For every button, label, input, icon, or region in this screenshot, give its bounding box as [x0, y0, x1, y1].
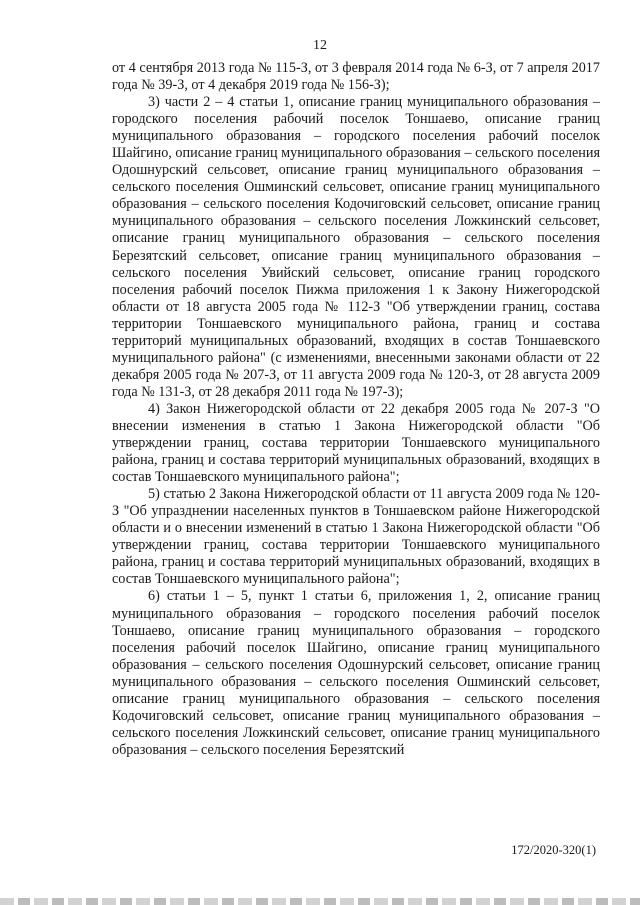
page-number: 12	[313, 38, 327, 53]
paragraph-continuation: от 4 сентября 2013 года № 115-З, от 3 февраля 2014 года № 6-З, от 7 апреля 2017 года № 39-З, от 4 декабря 2019 года № 156-З);	[112, 60, 600, 94]
document-code: 172/2020-320(1)	[511, 843, 596, 857]
paragraph-item-5: 5) статью 2 Закона Нижегородской области от 11 августа 2009 года № 120-З "Об упразднении населенных пунктов в Тоншаевском районе Нижегородской области и о внесении изменений в статью 1 Закона Нижегородской области "Об утверждении границ, состава территории Тоншаевского муниципального района, границ и состава территорий муниципальных образований, входящих в состав Тоншаевского муниципального района";	[112, 486, 600, 588]
document-body	[112, 60, 600, 759]
paragraph-item-3: 3) части 2 – 4 статьи 1, описание границ муниципального образования – городского поселения рабочий поселок Тоншаево, описание границ муниципального образования – городского поселения рабочий поселок Шайгино, описание границ муниципального образования – сельского поселения Одошнурский сельсовет, описание границ муниципального образования – сельского поселения Ошминский сельсовет, описание границ муниципального образования – сельского поселения Кодочиговский сельсовет, описание границ муниципального образования – сельского поселения Ложкинский сельсовет, описание границ муниципального образования – сельского поселения Березятский сельсовет, описание границ муниципального образования – сельского поселения Увийский сельсовет, описание границ городского поселения рабочий поселок Пижма приложения 1 к Закону Нижегородской области от 18 августа 2005 года № 112-З "Об утверждении границ, состава территории Тоншаевского муниципального района, границ и состава территорий муниципальных образований, входящих в состав Тоншаевского муниципального района" (с изменениями, внесенными законами области от 22 декабря 2005 года № 207-З, от 11 августа 2009 года № 120-З, от 28 августа 2009 года № 131-З, от 28 декабря 2011 года № 197-З);	[112, 94, 600, 400]
paragraph-item-4: 4) Закон Нижегородской области от 22 декабря 2005 года № 207-З "О внесении изменения в статью 1 Закона Нижегородской области "Об утверждении границ, состава территории Тоншаевского муниципального района, границ и состава территорий муниципальных образований, входящих в состав Тоншаевского муниципального района";	[112, 400, 600, 486]
scan-artifact-edge	[0, 898, 640, 905]
paragraph-item-6: 6) статьи 1 – 5, пункт 1 статьи 6, приложения 1, 2, описание границ муниципального образования – городского поселения рабочий поселок Тоншаево, описание границ муниципального образования – городского поселения рабочий поселок Шайгино, описание границ муниципального образования – сельского поселения Одошнурский сельсовет, описание границ муниципального образования – сельского поселения Ошминский сельсовет, описание границ муниципального образования – сельского поселения Кодочиговский сельсовет, описание границ муниципального образования – сельского поселения Ложкинский сельсовет, описание границ муниципального образования – сельского поселения Березятский	[112, 588, 600, 758]
